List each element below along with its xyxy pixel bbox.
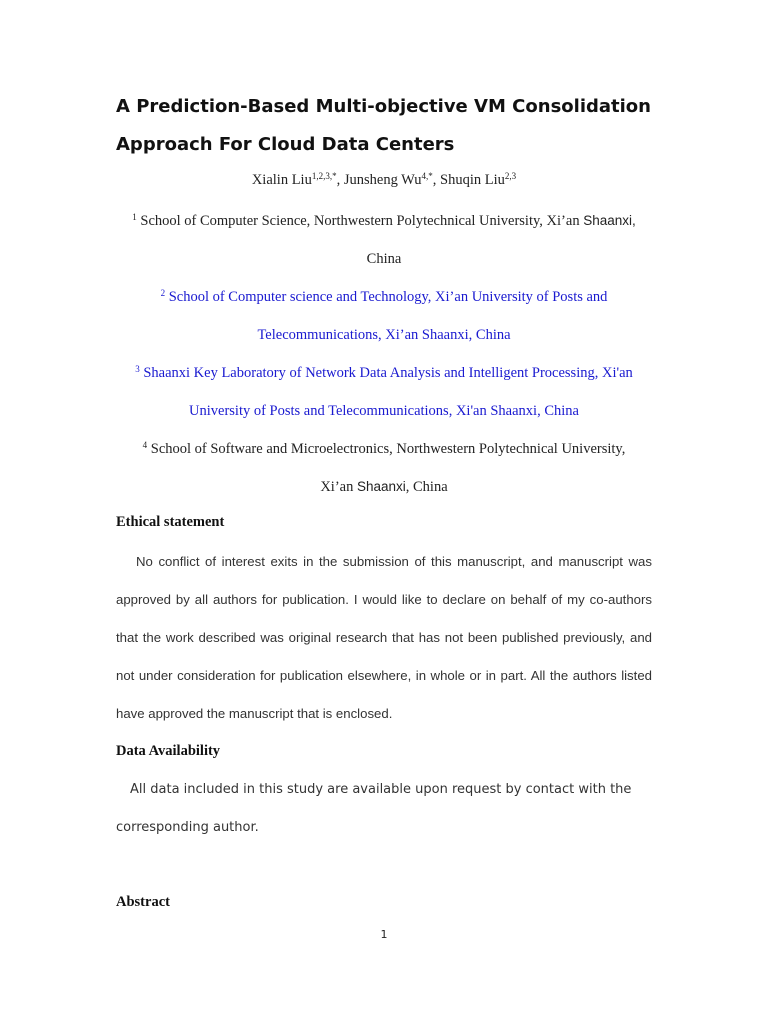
affiliation-2 — [100, 278, 668, 354]
title-word: A — [116, 96, 130, 117]
affiliation-line: School of Computer science and Technology, Xi’an University of Posts and — [168, 289, 608, 305]
affiliation-number: 4 — [142, 440, 148, 450]
data-availability-heading: Data Availability — [116, 743, 221, 759]
affiliation-line-sans: Shaanxi — [356, 479, 406, 494]
paper-title — [116, 88, 651, 164]
affiliation-line: Shaanxi Key Laboratory of Network Data Analysis and Intelligent Processing, Xi'an — [143, 365, 633, 381]
affiliation-line: Xi’an — [320, 479, 354, 495]
data-availability-text: All data included in this study are available upon request by contact with the corresponding author. — [116, 782, 632, 835]
author-list: Xialin Liu$^{1,2,3,*}$, Junsheng $Wu^{4,*}$, Shuqin Liu$^{2,3}$ — [251, 171, 517, 188]
title-word: VM — [474, 96, 506, 117]
affiliation-line-sans: Shaanxi, — [583, 213, 636, 228]
title-word: Prediction-Based — [136, 96, 310, 117]
ethical-statement-heading: Ethical statement — [116, 514, 225, 530]
affiliation-number: 2 — [160, 288, 166, 298]
affiliation-4 — [100, 430, 668, 506]
affiliation-1 — [100, 202, 668, 278]
affiliation-number: 3 — [135, 364, 140, 374]
title-word: Consolidation — [512, 96, 651, 117]
author-name: Junsheng Wu — [343, 172, 422, 188]
affiliation-line: , China — [405, 479, 448, 495]
affiliation-line: School of Software and Microelectronics, Northwestern Polytechnical University, — [150, 441, 626, 457]
author-name: Xialin Liu — [251, 172, 312, 188]
page-number: 1 — [380, 928, 388, 941]
abstract-heading: Abstract — [116, 894, 170, 910]
affiliation-line: Telecommunications, Xi’an Shaanxi, China — [257, 327, 511, 343]
title-word: Multi-objective — [315, 96, 468, 117]
affiliation-line: School of Computer Science, Northwestern Polytechnical University, Xi’an — [140, 213, 580, 229]
affiliation-3 — [100, 354, 668, 430]
author-affiliation-marks: 4,* — [421, 171, 433, 181]
affiliation-line: China — [366, 251, 402, 267]
ethical-statement-text: No conflict of interest exits in the submission of this manuscript, and manuscript was approved by all authors for publication. I would like to declare on behalf of my co-authors that the work described was original research that has not been published previously, and not under consideration for publication elsewhere, in whole or in part. All the authors listed have approved the manuscript that is enclosed. — [116, 554, 652, 721]
author-affiliation-marks: 1,2,3,* — [311, 171, 337, 181]
title-line-2: Approach For Cloud Data Centers — [116, 134, 455, 155]
affiliation-number: 1 — [132, 212, 137, 222]
author-affiliation-marks: 2,3 — [504, 171, 517, 181]
title-line-1 — [116, 88, 651, 126]
affiliation-line: University of Posts and Telecommunications, Xi'an Shaanxi, China — [189, 403, 579, 419]
author-name: Shuqin Liu — [440, 172, 505, 188]
